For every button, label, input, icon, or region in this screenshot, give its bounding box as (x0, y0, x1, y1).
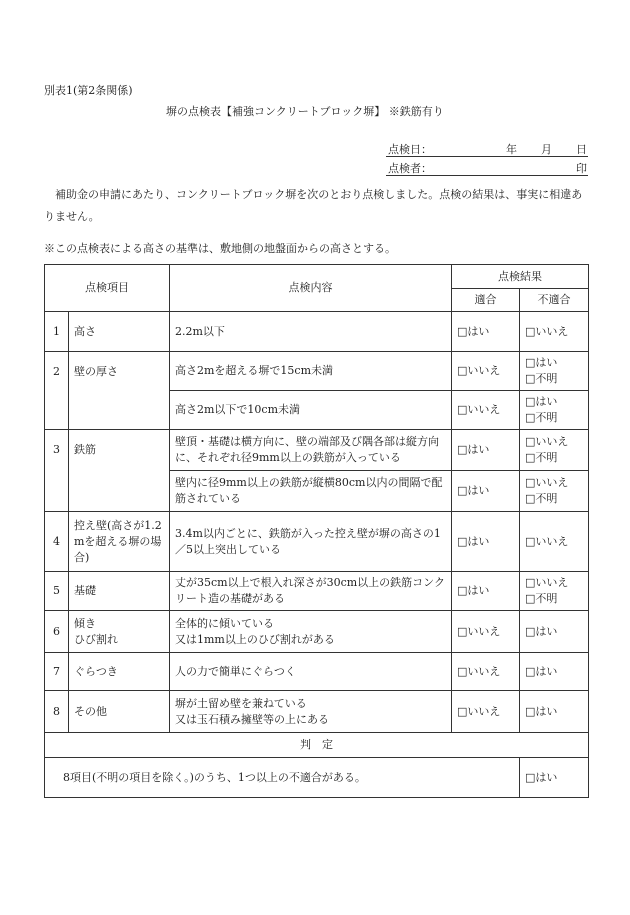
row-content: 又は玉石積み擁壁等の上にある (175, 712, 329, 726)
row-item: ぐらつき (69, 653, 170, 691)
row-unknown-checkbox[interactable]: □不明 (525, 592, 558, 605)
row-number: 1 (45, 312, 69, 352)
row-item: 高さ (69, 312, 170, 352)
height-note: ※この点検表による高さの基準は、敷地側の地盤面からの高さとする。 (44, 242, 396, 255)
row-content-cell (170, 691, 452, 733)
day-label: 日 (576, 143, 587, 156)
row-ng-cell (520, 391, 589, 430)
row-ng-checkbox[interactable]: □いいえ (525, 476, 569, 489)
row-item: ひび割れ (74, 632, 118, 646)
row-content: 又は1mm以上のひび割れがある (175, 632, 335, 646)
row-ng-cell (520, 352, 589, 391)
row-ok-checkbox[interactable]: □はい (452, 512, 520, 572)
row-ok-checkbox[interactable]: □いいえ (452, 391, 520, 430)
row-content: 壁頂・基礎は横方向に、壁の端部及び隅各部は縦方向に、それぞれ径9mm以上の鉄筋が入っている (170, 430, 452, 471)
row-item-cell (69, 611, 170, 653)
annex-label: 別表1(第2条関係) (44, 84, 133, 97)
header-content: 点検内容 (170, 265, 452, 312)
row-item: その他 (69, 691, 170, 733)
row-ng-checkbox[interactable]: □いいえ (525, 576, 569, 589)
row-ok-checkbox[interactable]: □いいえ (452, 653, 520, 691)
inspection-date-line (386, 140, 588, 157)
row-unknown-checkbox[interactable]: □不明 (525, 372, 558, 385)
row-ng-checkbox[interactable]: □はい (525, 356, 558, 369)
row-ng-checkbox[interactable]: □いいえ (520, 312, 589, 352)
row-ok-checkbox[interactable]: □はい (452, 572, 520, 611)
table-row (45, 430, 589, 471)
row-unknown-checkbox[interactable]: □不明 (525, 451, 558, 464)
row-unknown-checkbox[interactable]: □不明 (525, 492, 558, 505)
row-content: 塀が土留め壁を兼ねている (175, 696, 307, 710)
final-checkbox[interactable]: □はい (520, 758, 589, 798)
inspector-label: 点検者： (388, 162, 432, 175)
row-content: 丈が35cm以上で根入れ深さが30cm以上の鉄筋コンクリート造の基礎がある (170, 572, 452, 611)
row-number: 6 (45, 611, 69, 653)
row-ok-checkbox[interactable]: □はい (452, 471, 520, 512)
row-item: 控え壁(高さが1.2mを超える塀の場合) (69, 512, 170, 572)
table-row (45, 691, 589, 733)
table-row (45, 352, 589, 391)
row-content: 高さ2mを超える塀で15cm未満 (170, 352, 452, 391)
header-ok: 適合 (452, 289, 520, 312)
table-row (45, 653, 589, 691)
row-ng-cell (520, 471, 589, 512)
row-ng-checkbox[interactable]: □はい (520, 691, 589, 733)
table-row (45, 312, 589, 352)
row-ok-checkbox[interactable]: □いいえ (452, 691, 520, 733)
row-number: 5 (45, 572, 69, 611)
row-item: 傾き (74, 616, 96, 630)
row-ng-checkbox[interactable]: □いいえ (525, 435, 569, 448)
final-condition: 8項目(不明の項目を除く。)のうち、1つ以上の不適合がある。 (45, 758, 520, 798)
inspector-line (386, 159, 588, 176)
row-content: 人の力で簡単にぐらつく (170, 653, 452, 691)
page-title: 塀の点検表【補強コンクリートブロック塀】 ※鉄筋有り (166, 105, 444, 118)
inspection-table (44, 264, 589, 798)
row-item: 基礎 (69, 572, 170, 611)
row-content: 3.4m以内ごとに、鉄筋が入った控え壁が塀の高さの1／5以上突出している (170, 512, 452, 572)
year-label: 年 (506, 143, 517, 156)
row-ok-checkbox[interactable]: □いいえ (452, 611, 520, 653)
seal-label: 印 (576, 162, 587, 175)
row-number: 2 (45, 352, 69, 430)
header-result: 点検結果 (452, 265, 589, 289)
row-unknown-checkbox[interactable]: □不明 (525, 411, 558, 424)
month-label: 月 (541, 143, 552, 156)
header-item: 点検項目 (45, 265, 170, 312)
table-row (45, 512, 589, 572)
row-item: 壁の厚さ (69, 352, 170, 430)
row-number: 8 (45, 691, 69, 733)
declaration-paragraph: 補助金の申請にあたり、コンクリートブロック塀を次のとおり点検しました。点検の結果は、事実に相違ありません。 (44, 188, 583, 223)
inspection-date-label: 点検日： (388, 143, 432, 156)
row-content: 高さ2m以下で10cm未満 (170, 391, 452, 430)
header-ng: 不適合 (520, 289, 589, 312)
row-content: 壁内に径9mm以上の鉄筋が縦横80cm以内の間隔で配筋されている (170, 471, 452, 512)
row-ng-checkbox[interactable]: □はい (520, 653, 589, 691)
row-content: 全体的に傾いている (175, 616, 274, 630)
row-number: 4 (45, 512, 69, 572)
row-content: 2.2m以下 (170, 312, 452, 352)
row-item: 鉄筋 (69, 430, 170, 512)
judgement-header: 判 定 (45, 733, 589, 758)
row-ok-checkbox[interactable]: □はい (452, 430, 520, 471)
row-ok-checkbox[interactable]: □はい (452, 312, 520, 352)
row-ng-checkbox[interactable]: □いいえ (520, 512, 589, 572)
table-row (45, 611, 589, 653)
row-ng-cell (520, 572, 589, 611)
row-ng-cell (520, 430, 589, 471)
row-ng-checkbox[interactable]: □はい (520, 611, 589, 653)
row-ok-checkbox[interactable]: □いいえ (452, 352, 520, 391)
row-number: 3 (45, 430, 69, 512)
row-content-cell (170, 611, 452, 653)
row-number: 7 (45, 653, 69, 691)
table-row (45, 572, 589, 611)
row-ng-checkbox[interactable]: □はい (525, 395, 558, 408)
